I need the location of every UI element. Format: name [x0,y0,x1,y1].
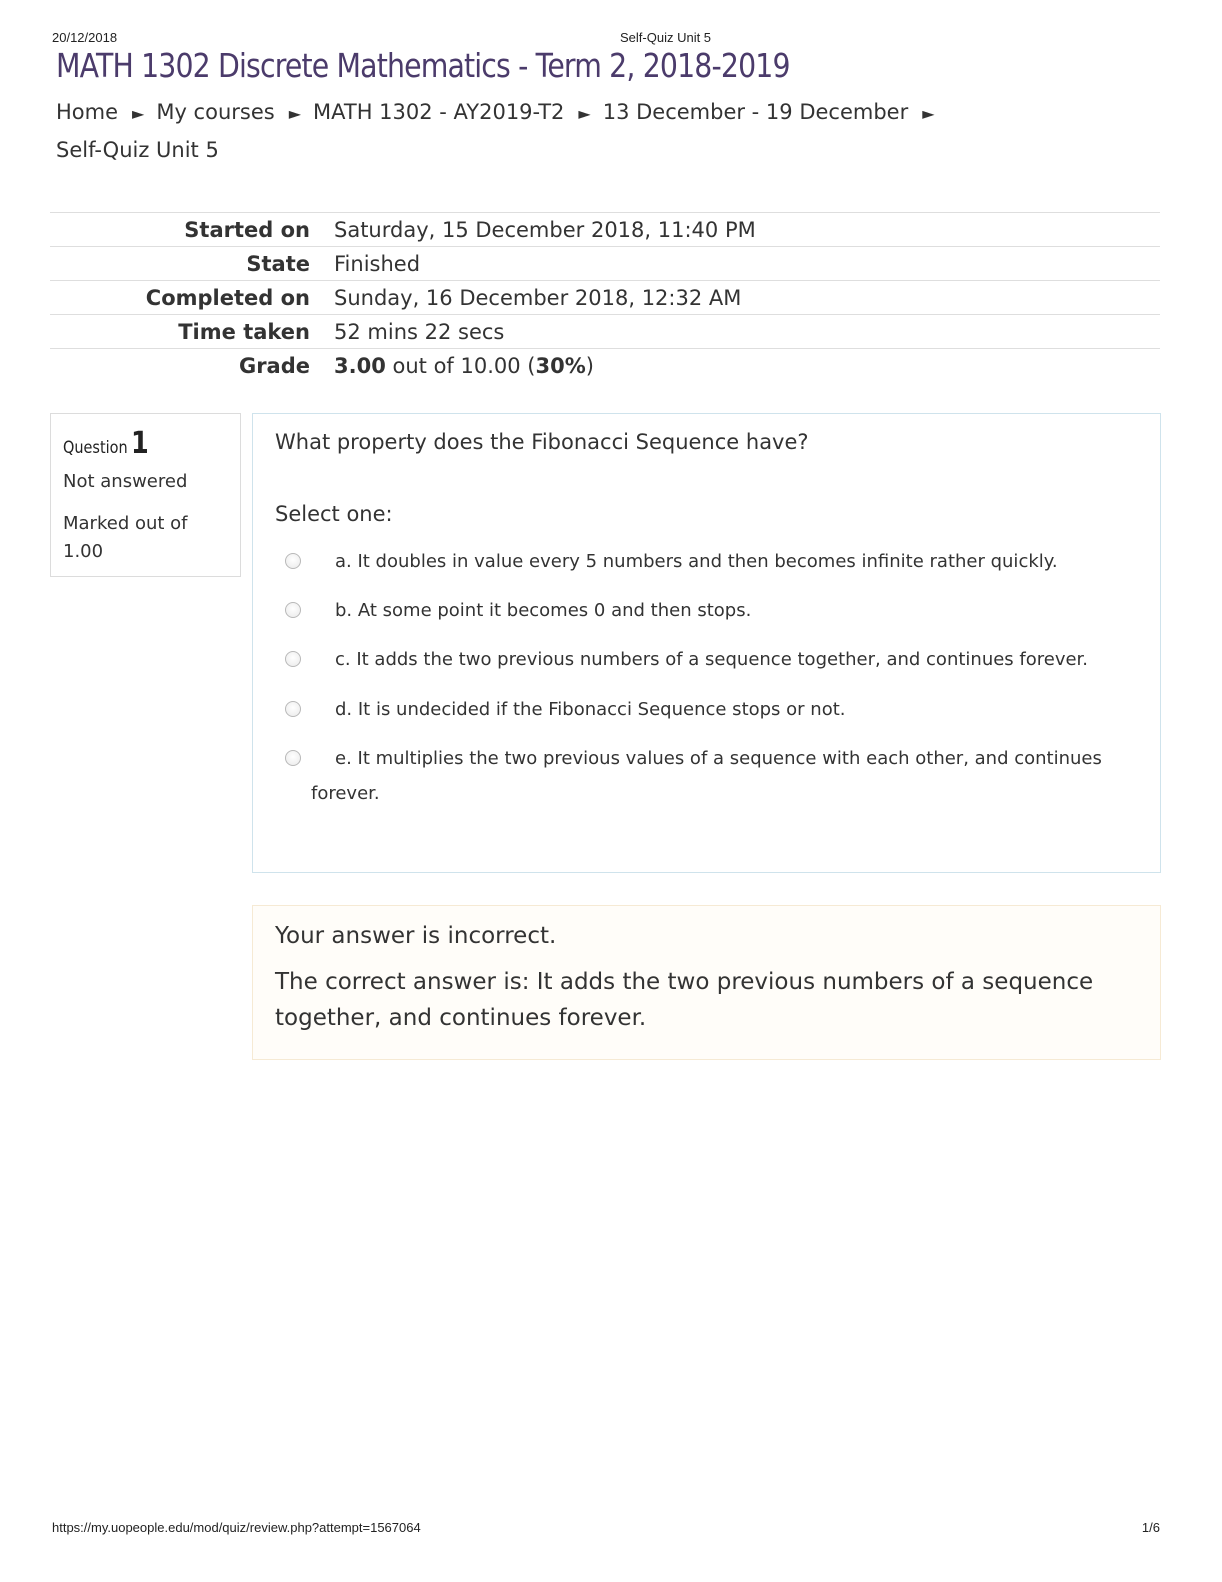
print-url: https://my.uopeople.edu/mod/quiz/review.php?attempt=1567064 [52,1520,421,1535]
breadcrumb-home[interactable]: Home [56,100,119,124]
question-info-box [50,413,241,577]
started-on-value: Saturday, 15 December 2018, 11:40 PM [334,217,756,242]
answer-label-e: e. It multiplies the two previous values of a sequence with each other, and continues forever. [311,748,1102,804]
answer-label-c: c. It adds the two previous numbers of a sequence together, and continues forever. [335,649,1089,670]
breadcrumb-separator: ► [578,104,591,123]
completed-on-label: Completed on [145,285,310,310]
time-taken-label: Time taken [178,319,310,344]
summary-row-started [50,213,1160,247]
radio-button-e[interactable] [285,750,301,766]
correct-answer: The correct answer is: It adds the two previous numbers of a sequence together, and continues forever. [275,969,1094,1031]
question-content-box [252,413,1161,873]
print-footer [52,1520,1160,1536]
breadcrumb-week[interactable]: 13 December - 19 December [602,100,909,124]
breadcrumb-course[interactable]: MATH 1302 - AY2019-T2 [313,100,565,124]
radio-button-b[interactable] [285,602,301,618]
summary-row-grade [50,349,1160,383]
question-state: Not answered [63,471,188,492]
question-text: What property does the Fibonacci Sequence have? [275,430,809,454]
answer-label-b: b. At some point it becomes 0 and then stops. [335,600,752,621]
breadcrumb-quiz[interactable]: Self-Quiz Unit 5 [56,138,219,162]
grade-score: 3.00 [334,353,386,378]
breadcrumb-separator: ► [288,104,302,123]
radio-button-d[interactable] [285,701,301,717]
grade-label: Grade [238,353,310,378]
print-doc-title: Self-Quiz Unit 5 [620,30,712,45]
print-page-number: 1/6 [1141,1520,1160,1535]
question-label: Question [63,438,128,458]
print-date: 20/12/2018 [52,30,118,45]
answer-result: Your answer is incorrect. [275,923,557,949]
answer-options [281,544,1131,811]
attempt-summary-table [50,212,1160,383]
print-header [52,30,1160,46]
breadcrumb-separator: ► [132,104,145,123]
state-value: Finished [334,251,421,276]
answer-option-b[interactable] [281,593,1131,628]
started-on-label: Started on [184,217,310,242]
state-label: State [246,251,310,276]
grade-close: ) [585,353,594,378]
summary-row-completed [50,281,1160,315]
summary-row-state [50,247,1160,281]
answer-option-c[interactable] [281,642,1131,677]
radio-button-a[interactable] [285,553,301,569]
question-number-value: 1 [131,426,149,461]
answer-option-e[interactable] [281,741,1131,811]
select-one-prompt: Select one: [275,502,393,526]
course-title: MATH 1302 Discrete Mathematics - Term 2, 2018-2019 [56,46,790,85]
question-number [63,426,203,461]
question-marked-out-of: Marked out of 1.00 [63,513,188,562]
answer-option-d[interactable] [281,692,1131,727]
breadcrumb-separator: ► [922,104,935,123]
breadcrumb [56,94,1036,168]
completed-on-value: Sunday, 16 December 2018, 12:32 AM [334,285,742,310]
grade-out-of: out of 10.00 ( [385,353,536,378]
feedback-box [252,905,1161,1060]
answer-option-a[interactable] [281,544,1131,579]
summary-row-time [50,315,1160,349]
grade-value [334,349,1160,383]
radio-button-c[interactable] [285,651,301,667]
answer-label-d: d. It is undecided if the Fibonacci Sequence stops or not. [335,699,846,720]
grade-percent: 30% [535,353,586,378]
breadcrumb-my-courses[interactable]: My courses [156,100,275,124]
answer-label-a: a. It doubles in value every 5 numbers and then becomes infinite rather quickly. [335,551,1058,572]
time-taken-value: 52 mins 22 secs [334,319,505,344]
